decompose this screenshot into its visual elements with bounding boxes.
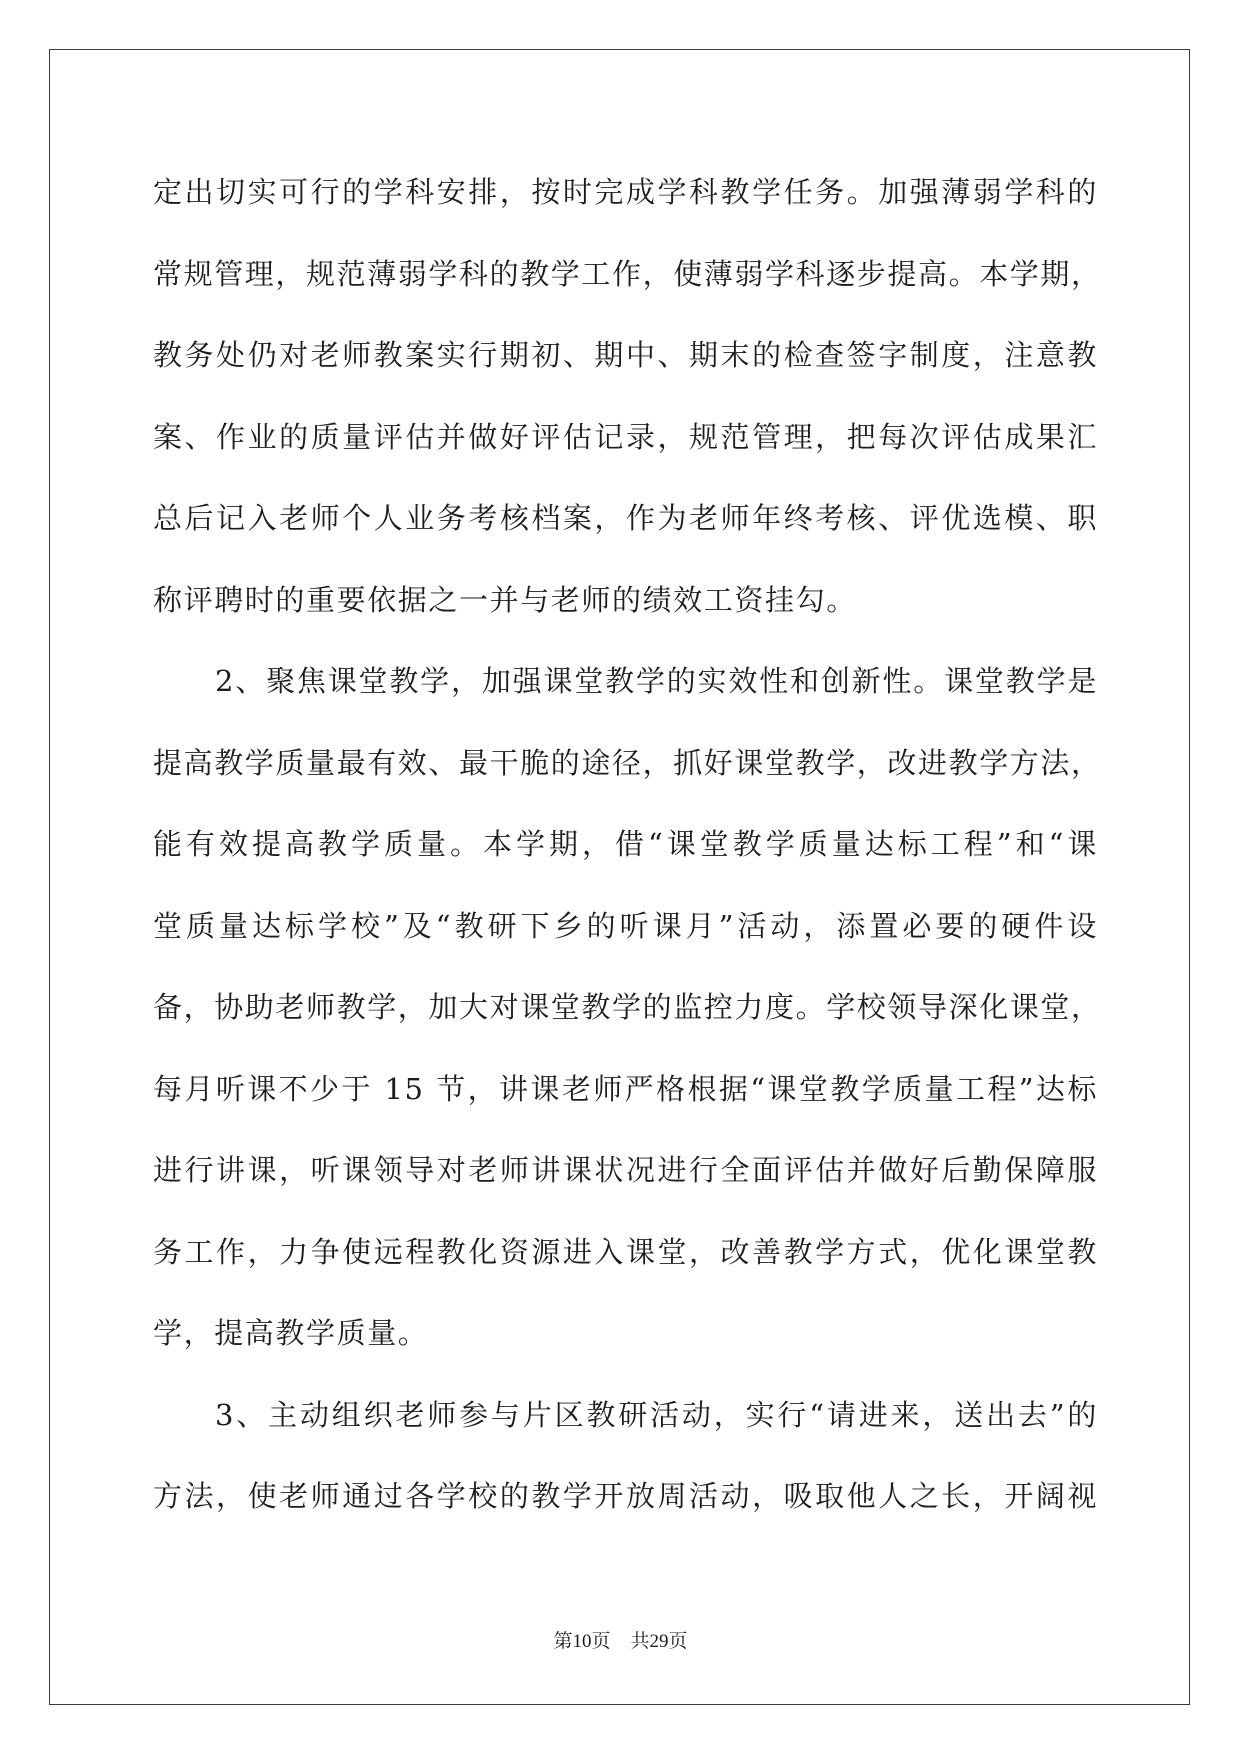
text-line: 3、主动组织老师参与片区教研活动，实行“请进来，送出去”的 bbox=[215, 1397, 1098, 1432]
text-line: 定出切实可行的学科安排，按时完成学科教学任务。加强薄弱学科的 bbox=[153, 175, 1098, 209]
paragraph-3 bbox=[153, 1375, 1098, 1538]
paragraph-2 bbox=[153, 641, 1102, 1375]
text-line: 案、作业的质量评估并做好评估记录，规范管理，把每次评估成果汇 bbox=[153, 419, 1098, 454]
text-line: 每月听课不少于 15 节，讲课老师严格根据“课堂教学质量工程”达标 bbox=[153, 1071, 1098, 1106]
text-line: 总后记入老师个人业务考核档案，作为老师年终考核、评优选模、职 bbox=[153, 501, 1098, 535]
text-line: 称评聘时的重要依据之一并与老师的绩效工资挂勾。 bbox=[153, 582, 857, 617]
document-body bbox=[153, 152, 1102, 1538]
text-line: 教务处仍对老师教案实行期初、期中、期末的检查签字制度，注意教 bbox=[153, 338, 1098, 372]
text-line: 学，提高教学质量。 bbox=[153, 1316, 429, 1350]
text-line: 务工作，力争使远程教化资源进入课堂，改善教学方式，优化课堂教 bbox=[153, 1234, 1098, 1269]
text-line: 进行讲课，听课领导对老师讲课状况进行全面评估并做好后勤保障服 bbox=[153, 1153, 1098, 1187]
text-line: 备，协助老师教学，加大对课堂教学的监控力度。学校领导深化课堂， bbox=[153, 990, 1102, 1024]
text-line: 堂质量达标学校”及“教研下乡的听课月”活动，添置必要的硬件设 bbox=[153, 908, 1098, 943]
text-line: 2、聚焦课堂教学，加强课堂教学的实效性和创新性。课堂教学是 bbox=[215, 664, 1098, 698]
paragraph-1 bbox=[153, 152, 1102, 641]
text-line: 常规管理，规范薄弱学科的教学工作，使薄弱学科逐步提高。本学期， bbox=[153, 256, 1102, 291]
page-total: 共29页 bbox=[630, 1631, 688, 1652]
page-footer bbox=[0, 1628, 1241, 1656]
text-line: 方法，使老师通过各学校的教学开放周活动，吸取他人之长，开阔视 bbox=[153, 1479, 1098, 1513]
text-line: 能有效提高教学质量。本学期，借“课堂教学质量达标工程”和“课 bbox=[153, 827, 1098, 861]
page-number: 第10页 bbox=[553, 1631, 611, 1652]
text-line: 提高教学质量最有效、最干脆的途径，抓好课堂教学，改进教学方法， bbox=[153, 745, 1102, 780]
